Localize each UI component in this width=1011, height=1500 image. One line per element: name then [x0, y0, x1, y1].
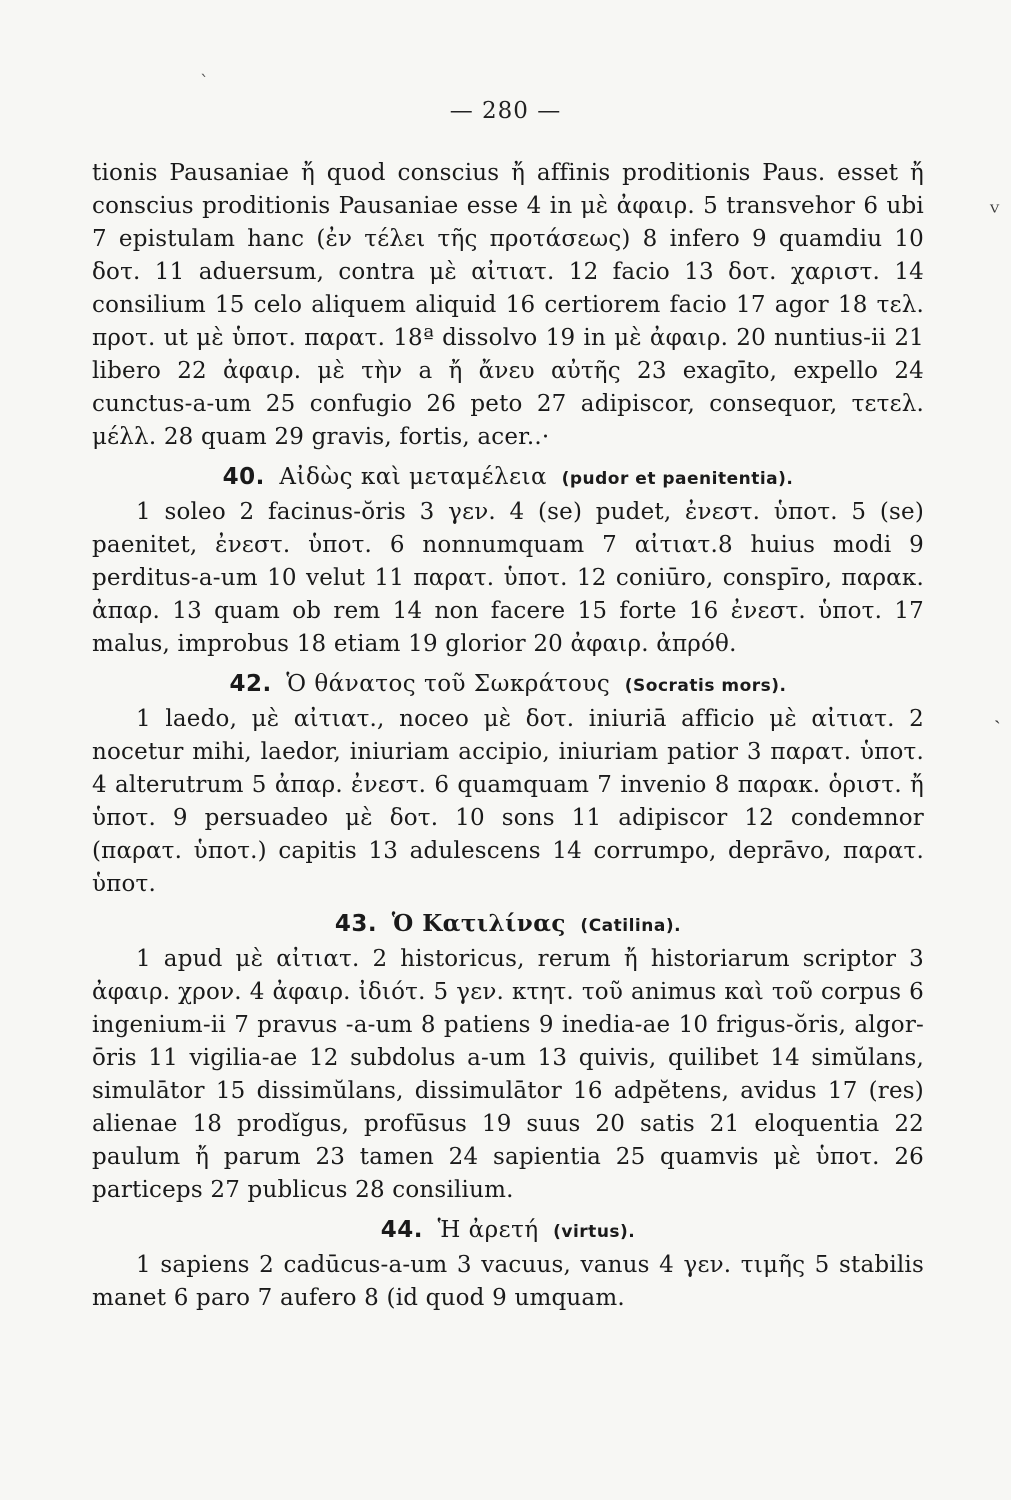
section-number: 44.	[380, 1217, 423, 1243]
text-block	[92, 157, 924, 1315]
edge-print-mark: ⱽ	[990, 200, 1000, 224]
section-body-40: 1 soleo 2 facinus-ŏris 3 γεν. 4 (se) pudet, ἐνεστ. ὑποτ. 5 (se) paenitet, ἐνεστ. ὑποτ. 6 nonnumquam 7 αἰτιατ.8 huius modi 9 perditus-a-um 10 velut 11 παρατ. ὑποτ. 12 coniūro, conspīro, παρακ. ἀπαρ. 13 quam ob rem 14 non facere 15 forte 16 ἐνεστ. ὑποτ. 17 malus, improbus 18 etiam 19 glorior 20 ἀφαιρ. ἀπρόθ.	[92, 499, 924, 657]
section-title-greek: Αἰδὼς καὶ μεταμέλεια	[279, 464, 548, 490]
section-heading-44	[92, 1214, 924, 1248]
section-body-44: 1 sapiens 2 cadūcus-a-um 3 vacuus, vanus 4 γεν. τιμῆς 5 stabilis manet 6 paro 7 aufero 8 (id quod 9 umquam.	[92, 1252, 924, 1311]
intro-paragraph: tionis Pausaniae ἤ quod conscius ἤ affinis proditionis Paus. esset ἤ conscius proditionis Pausaniae esse 4 in μὲ ἀφαιρ. 5 transvehor 6 ubi 7 epistulam hanc (ἐν τέλει τῆς προτάσεως) 8 infero 9 quamdiu 10 δοτ. 11 aduersum, contra μὲ αἰτιατ. 12 facio 13 δοτ. χαριστ. 14 consilium 15 celo aliquem aliquid 16 certiorem facio 17 agor 18 τελ. προτ. ut μὲ ὑποτ. παρατ. 18ª dissolvo 19 in μὲ ἀφαιρ. 20 nuntius-ii 21 libero 22 ἀφαιρ. μὲ τὴν a ἤ ἄνευ αὐτῆς 23 exagīto, expello 24 cunctus-a-um 25 confugio 26 peto 27 adipiscor, consequor, τετελ. μέλλ. 28 quam 29 gravis, fortis, acer..·	[92, 160, 924, 450]
section-heading-42	[92, 668, 924, 702]
section-title-latin: (virtus).	[553, 1222, 636, 1242]
section-number: 42.	[229, 671, 272, 697]
section-title-greek: Ὁ Κατιλίνας	[391, 910, 566, 937]
section-title-latin: (pudor et paenitentia).	[561, 469, 794, 489]
section-number: 43.	[334, 911, 378, 937]
section-number: 40.	[222, 464, 265, 490]
section-title-greek: Ἡ ἀρετή	[437, 1217, 539, 1243]
stray-print-mark: ˋ	[200, 72, 209, 93]
page-number: — 280 —	[449, 98, 562, 124]
section-title-latin: (Catilina).	[580, 916, 682, 936]
section-title-latin: (Socratis mors).	[624, 676, 787, 696]
section-title-greek: Ὁ θάνατος τοῦ Σωκράτους	[286, 671, 611, 697]
section-heading-40	[92, 461, 924, 495]
section-body-43: 1 apud μὲ αἰτιατ. 2 historicus, rerum ἤ historiarum scriptor 3 ἀφαιρ. χρον. 4 ἀφαιρ. ἰδιότ. 5 γεν. κτητ. τοῦ animus καὶ τοῦ corpus 6 ingenium-ii 7 pravus -a-um 8 patiens 9 inedia-ae 10 frigus-ŏris, algor-ōris 11 vigilia-ae 12 subdolus a-um 13 quivis, quilibet 14 simŭlans, simulātor 15 dissimŭlans, dissimulātor 16 adpĕtens, avidus 17 (res) alienae 18 prodĭgus, profūsus 19 suus 20 satis 21 eloquentia 22 paulum ἤ parum 23 tamen 24 sapientia 25 quamvis μὲ ὑποτ. 26 particeps 27 publicus 28 consilium.	[92, 946, 924, 1203]
section-heading-43	[92, 908, 924, 942]
section-body-42: 1 laedo, μὲ αἰτιατ., noceo μὲ δοτ. iniuriā afficio μὲ αἰτιατ. 2 nocetur mihi, laedor, iniuriam accipio, iniuriam patior 3 παρατ. ὑποτ. 4 alterutrum 5 ἀπαρ. ἐνεστ. 6 quamquam 7 invenio 8 παρακ. ὁριστ. ἤ ὑποτ. 9 persuadeo μὲ δοτ. 10 sons 11 adipiscor 12 condemnor (παρατ. ὑποτ.) capitis 13 adulescens 14 corrumpo, deprāvo, παρατ. ὑποτ.	[92, 706, 924, 897]
edge-print-mark: ˎ	[994, 700, 1001, 724]
